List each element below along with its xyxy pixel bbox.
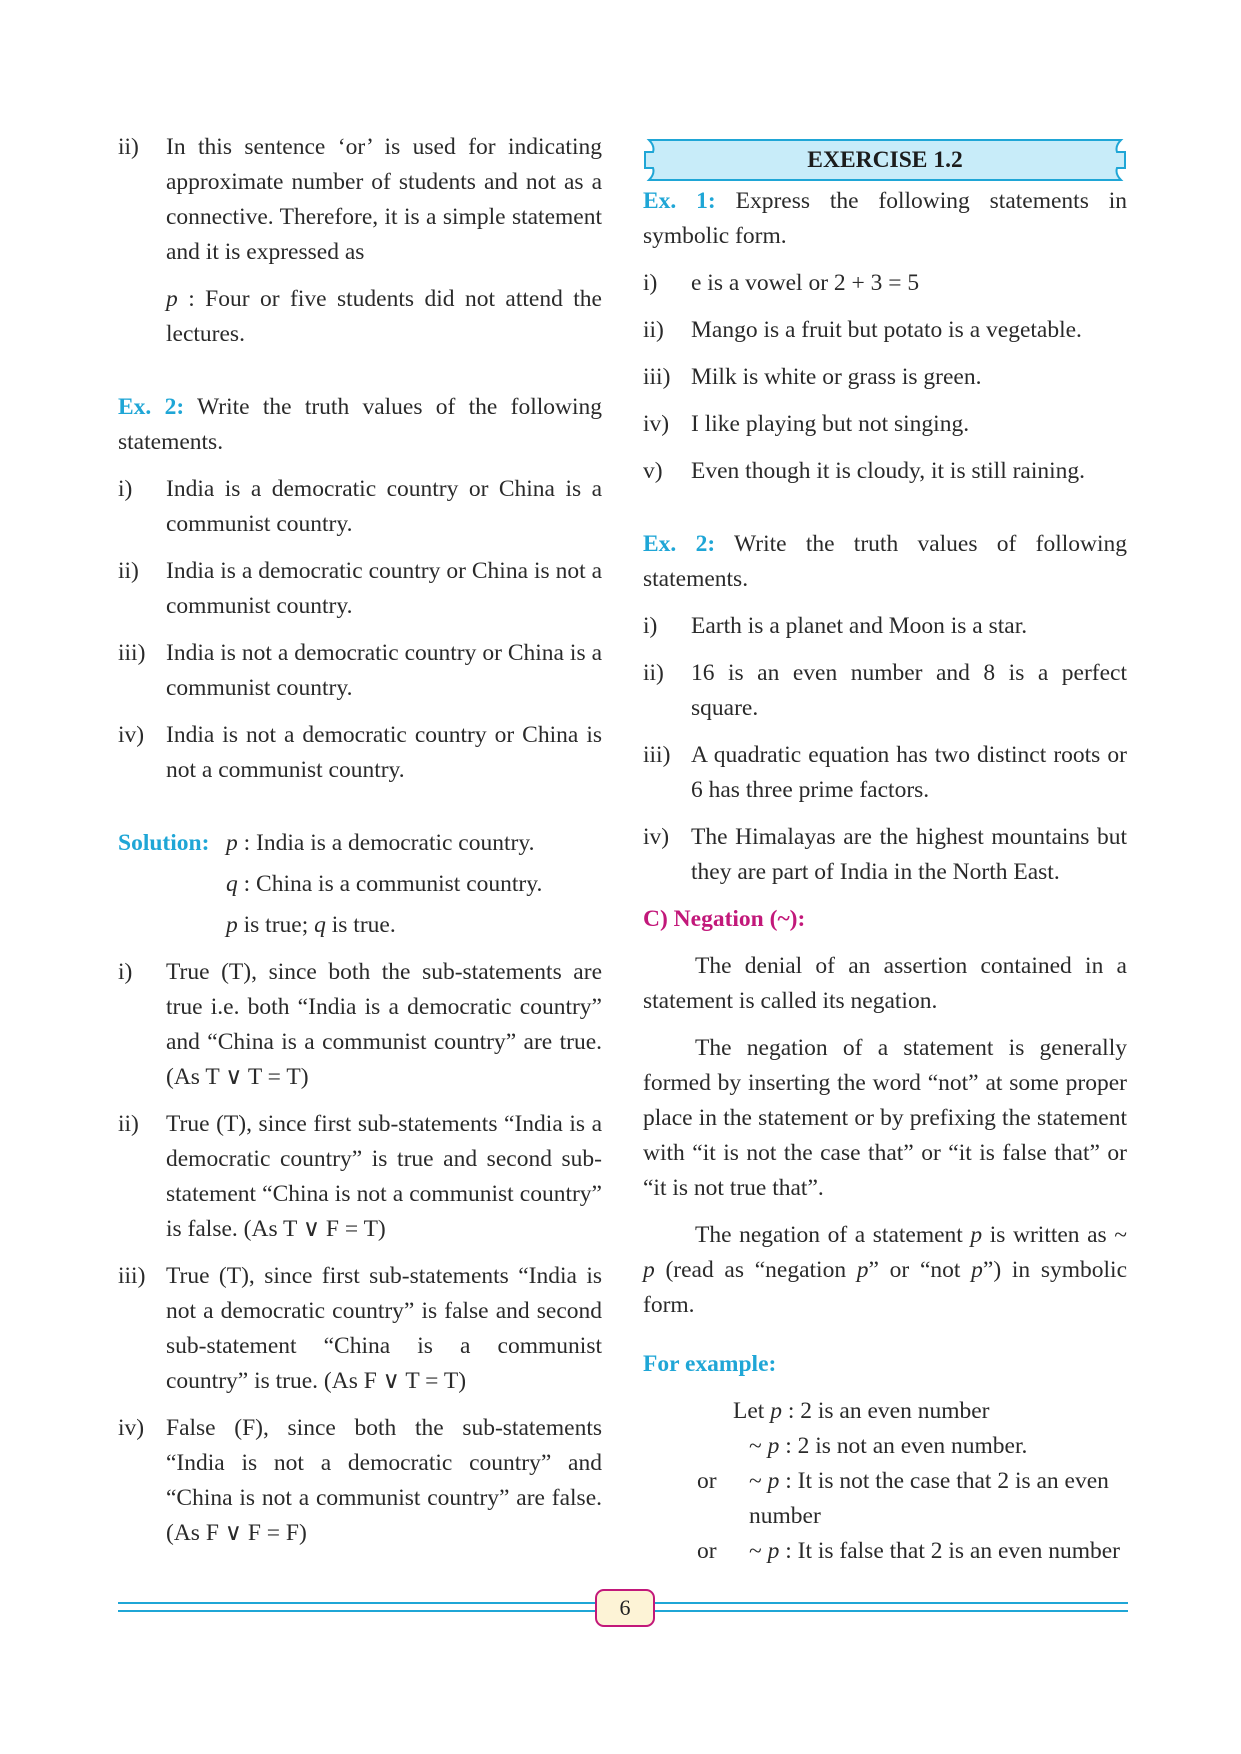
solution-item: i) True (T), since both the sub-statements are true i.e. both “India is a democratic country” and “China is a communist country” are true. (As T ∨ T = T) xyxy=(118,959,602,1090)
list-item: iii) A quadratic equation has two distinct roots or 6 has three prime factors. xyxy=(643,742,1127,803)
list-item: i) India is a democratic country or China is a communist country. xyxy=(118,476,602,537)
negation-para-3: The negation of a statement p is written as ~ p (read as “negation p” or “not p”) in symbolic form. xyxy=(643,1222,1128,1318)
list-item: ii) 16 is an even number and 8 is a perfect square. xyxy=(643,660,1127,721)
solution-item: iv) False (F), since both the sub-statements “India is not a democratic country” and “China is not a communist country” are false. (As F ∨ F = F) xyxy=(118,1415,602,1546)
intro-text: In this sentence ‘or’ is used for indicating approximate number of students and not as a connective. Therefore, it is a simple statement and it is expressed as xyxy=(166,134,602,265)
example-negation-2: or ~ p : It is not the case that 2 is an even number xyxy=(697,1468,1109,1529)
exercise-title: EXERCISE 1.2 xyxy=(807,147,963,173)
page-number: 6 xyxy=(595,1589,655,1627)
left-column xyxy=(118,130,602,1551)
ex1-prompt: Ex. 1: Express the following statements in symbolic form. xyxy=(643,188,1127,249)
right-column xyxy=(643,138,1127,1569)
list-item: v) Even though it is cloudy, it is still raining. xyxy=(643,458,1086,484)
list-item: i) e is a vowel or 2 + 3 = 5 xyxy=(643,270,920,296)
example-let: Let p : 2 is an even number xyxy=(733,1398,990,1424)
ex1-label: Ex. 1: xyxy=(643,188,716,214)
list-item: iv) India is not a democratic country or China is not a communist country. xyxy=(118,722,602,783)
list-item: iv) I like playing but not singing. xyxy=(643,411,970,437)
solution-item: ii) True (T), since first sub-statements “India is a democratic country” is true and second sub-statement “China is not a communist country” is false. (As T ∨ F = T) xyxy=(118,1111,602,1242)
list-item: i) Earth is a planet and Moon is a star. xyxy=(643,613,1028,639)
solution-label: Solution: xyxy=(118,830,210,856)
ex2-prompt-right: Ex. 2: Write the truth values of following statements. xyxy=(643,531,1128,592)
intro-item xyxy=(118,130,602,352)
exercise-banner xyxy=(643,138,1127,182)
list-item: ii) India is a democratic country or China is not a communist country. xyxy=(118,558,602,619)
ex2-label: Ex. 2: xyxy=(118,394,185,420)
list-item: ii) Mango is a fruit but potato is a vegetable. xyxy=(643,317,1082,343)
negation-para-2: The negation of a statement is generally formed by inserting the word “not” at some proper place in the statement or by prefixing the statement with “it is not the case that” or “it is false that” or “it is not true that”. xyxy=(643,1035,1127,1201)
solution-item: iii) True (T), since first sub-statements “India is not a democratic country” is false and second sub-statement “China is a communist country” is true. (As F ∨ T = T) xyxy=(118,1263,602,1394)
solution-line-2: q : China is a communist country. xyxy=(226,871,543,897)
example-negation-3: or ~ p : It is false that 2 is an even number xyxy=(697,1538,1121,1564)
ex2-prompt: Ex. 2: Write the truth values of the following statements. xyxy=(118,394,602,455)
list-item: iv) The Himalayas are the highest mountains but they are part of India in the North East. xyxy=(643,824,1127,885)
intro-statement: p : Four or five students did not attend the lectures. xyxy=(166,286,602,347)
list-item: iii) India is not a democratic country or China is a communist country. xyxy=(118,640,602,701)
negation-heading: C) Negation (~): xyxy=(643,906,806,932)
item-number: ii) xyxy=(118,134,139,160)
negation-para-1: The denial of an assertion contained in a statement is called its negation. xyxy=(643,953,1127,1014)
example-negation-1: ~ p : 2 is not an even number. xyxy=(749,1433,1028,1459)
solution-line-1: Solution: p : India is a democratic country. xyxy=(118,826,602,861)
list-item: iii) Milk is white or grass is green. xyxy=(643,364,982,390)
ex2-label-right: Ex. 2: xyxy=(643,531,716,557)
solution-line-3: p is true; q is true. xyxy=(226,912,396,938)
example-heading: For example: xyxy=(643,1351,777,1377)
